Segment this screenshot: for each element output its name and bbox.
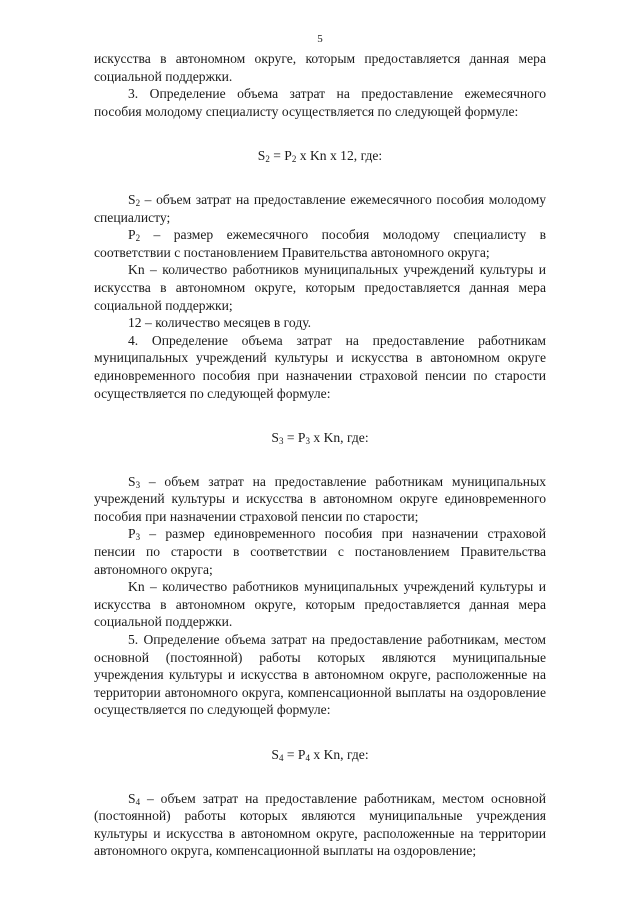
paragraph-p7 xyxy=(94,473,546,526)
paragraph-p4 xyxy=(94,261,546,314)
text-run: x Kn, где: xyxy=(309,430,369,446)
text-run: x Kn x 12, где: xyxy=(296,148,383,164)
text-run: 4. Определение объема затрат на предоставление работникам муниципальных учреждений культуры и искусства в автономном округе единовременного пособия при назначении страховой пенсии по старости осуществляется по следующей формуле: xyxy=(94,332,546,401)
text-run: = P xyxy=(283,747,306,762)
text-run: – размер ежемесячного пособия молодому специалисту в соответствии с постановлением Правительства автономного округа; xyxy=(94,227,546,260)
paragraph-p10 xyxy=(94,631,546,719)
subscript: 2 xyxy=(135,233,141,244)
formula-f1 xyxy=(94,147,546,165)
text-run: Kn – количество работников муниципальных учреждений культуры и искусства в автономном округе, которым предоставляется данная мера социальной поддержки. xyxy=(94,579,546,630)
text-run: = P xyxy=(269,148,292,164)
subscript: 3 xyxy=(305,436,310,447)
text-run: 12 – количество месяцев в году. xyxy=(128,315,312,331)
paragraph-p5 xyxy=(94,314,546,332)
text-run: – объем затрат на предоставление ежемесячного пособия молодому специалисту; xyxy=(94,191,546,225)
text-run: S xyxy=(271,430,279,446)
text-run: P xyxy=(128,227,136,243)
subscript: 4 xyxy=(305,753,310,763)
paragraph-p0 xyxy=(94,50,546,85)
text-run: P xyxy=(128,526,136,542)
text-run: – объем затрат на предоставление работникам, местом основной (постоянной) работы которых являются муниципальные учреждения культуры и искусства в автономном округе, расположенные на территории автономного округа, компенсационной выплаты на оздоровление; xyxy=(94,790,546,859)
subscript: 3 xyxy=(278,436,284,447)
text-run: искусства в автономном округе, которым предоставляется данная мера социальной поддержки. xyxy=(94,51,546,84)
subscript: 3 xyxy=(135,479,141,490)
subscript: 2 xyxy=(291,154,297,165)
text-run: = P xyxy=(283,430,306,446)
text-run: 5. Определение объема затрат на предоставление работникам, местом основной (постоянной) работы которых являются муниципальные учреждения культуры и искусства в автономном округе, расположенные на территории автономного округа, компенсационной выплаты на оздоровление осуществляется по следующей формуле: xyxy=(94,632,546,718)
formula-f2 xyxy=(94,429,546,447)
paragraph-p8 xyxy=(94,525,546,578)
subscript: 3 xyxy=(135,532,141,543)
text-run: – объем затрат на предоставление работникам муниципальных учреждений культуры и искусства в автономном округе единовременного пособия при назначении страховой пенсии по старости; xyxy=(94,473,546,524)
text-run: Kn – количество работников муниципальных учреждений культуры и искусства в автономном округе, которым предоставляется данная мера социальной поддержки; xyxy=(94,262,546,313)
text-run: S xyxy=(128,790,136,806)
subscript: 2 xyxy=(135,197,141,208)
text-run: S xyxy=(128,473,136,489)
text-run: S xyxy=(271,747,279,762)
paragraph-p11 xyxy=(94,790,546,860)
paragraph-p1 xyxy=(94,85,546,120)
document-body xyxy=(94,50,546,860)
text-run: x Kn, где: xyxy=(309,747,369,762)
formula-f3 xyxy=(94,746,546,764)
subscript: 2 xyxy=(265,154,270,165)
paragraph-p3 xyxy=(94,226,546,261)
subscript: 4 xyxy=(135,796,141,807)
subscript: 4 xyxy=(278,753,284,763)
text-run: – размер единовременного пособия при назначении страховой пенсии по старости в соответствии с постановлением Правительства автономного округа; xyxy=(94,526,546,577)
paragraph-p2 xyxy=(94,191,546,226)
text-run: 3. Определение объема затрат на предоставление ежемесячного пособия молодому специалисту осуществляется по следующей формуле: xyxy=(94,86,546,119)
page-number: 5 xyxy=(317,33,323,45)
paragraph-p6 xyxy=(94,332,546,402)
text-run: S xyxy=(128,191,136,207)
paragraph-p9 xyxy=(94,578,546,631)
text-run: S xyxy=(257,148,266,164)
